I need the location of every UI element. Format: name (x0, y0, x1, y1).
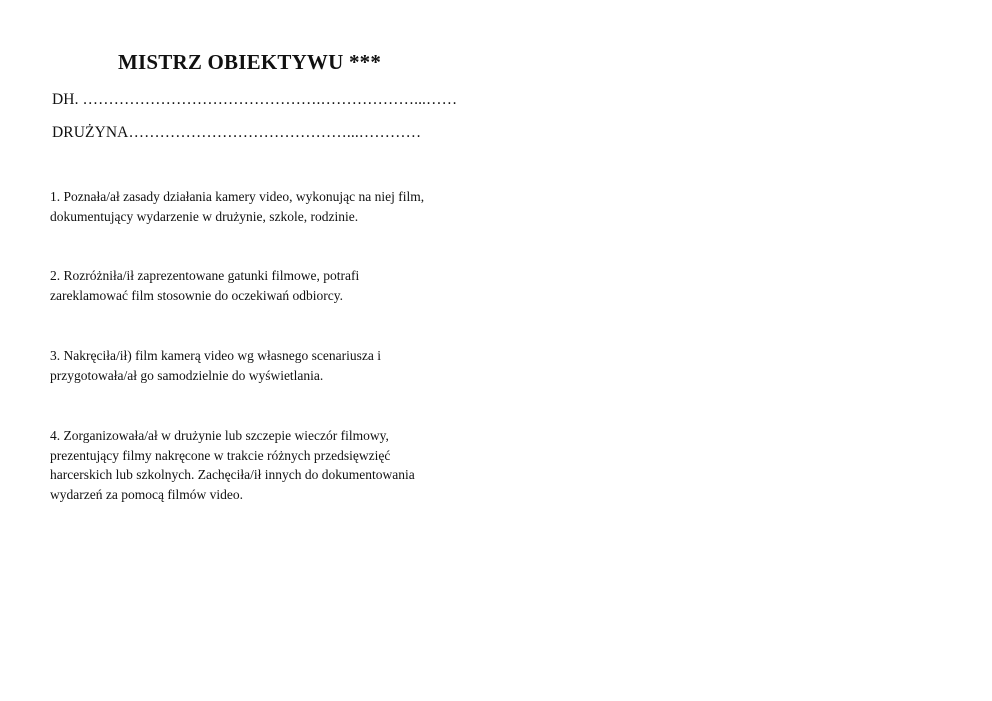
dh-name-field: DH. ……………………………………….………………...…… (52, 91, 458, 108)
requirement-line: harcerskich lub szkolnych. Zachęciła/ił innych do dokumentowania (50, 467, 415, 482)
requirement-line: wydarzeń za pomocą filmów video. (50, 486, 244, 502)
requirement-line: 1. Poznała/ał zasady działania kamery video, wykonując na niej film, (50, 189, 425, 204)
requirement-item (50, 346, 381, 385)
requirement-line: zareklamować film stosownie do oczekiwań odbiorcy. (50, 287, 344, 303)
requirement-item (50, 187, 424, 226)
requirement-item (50, 266, 359, 305)
requirement-line: przygotowała/ał go samodzielnie do wyświetlania. (50, 367, 324, 383)
requirement-line: dokumentujący wydarzenie w drużynie, szkole, rodzinie. (50, 208, 359, 224)
requirement-item (50, 426, 415, 504)
requirement-line: 4. Zorganizowała/ał w drużynie lub szczepie wieczór filmowy, (50, 428, 389, 443)
requirement-line: 2. Rozróżniła/ił zaprezentowane gatunki filmowe, potrafi (50, 268, 360, 283)
druzyna-field: DRUŻYNA……………………………………...………… (52, 124, 422, 141)
page-title: MISTRZ OBIEKTYWU *** (118, 50, 382, 74)
requirement-line: prezentujący filmy nakręcone w trakcie różnych przedsięwzięć (50, 447, 391, 463)
requirement-line: 3. Nakręciła/ił) film kamerą video wg własnego scenariusza i (50, 348, 382, 363)
